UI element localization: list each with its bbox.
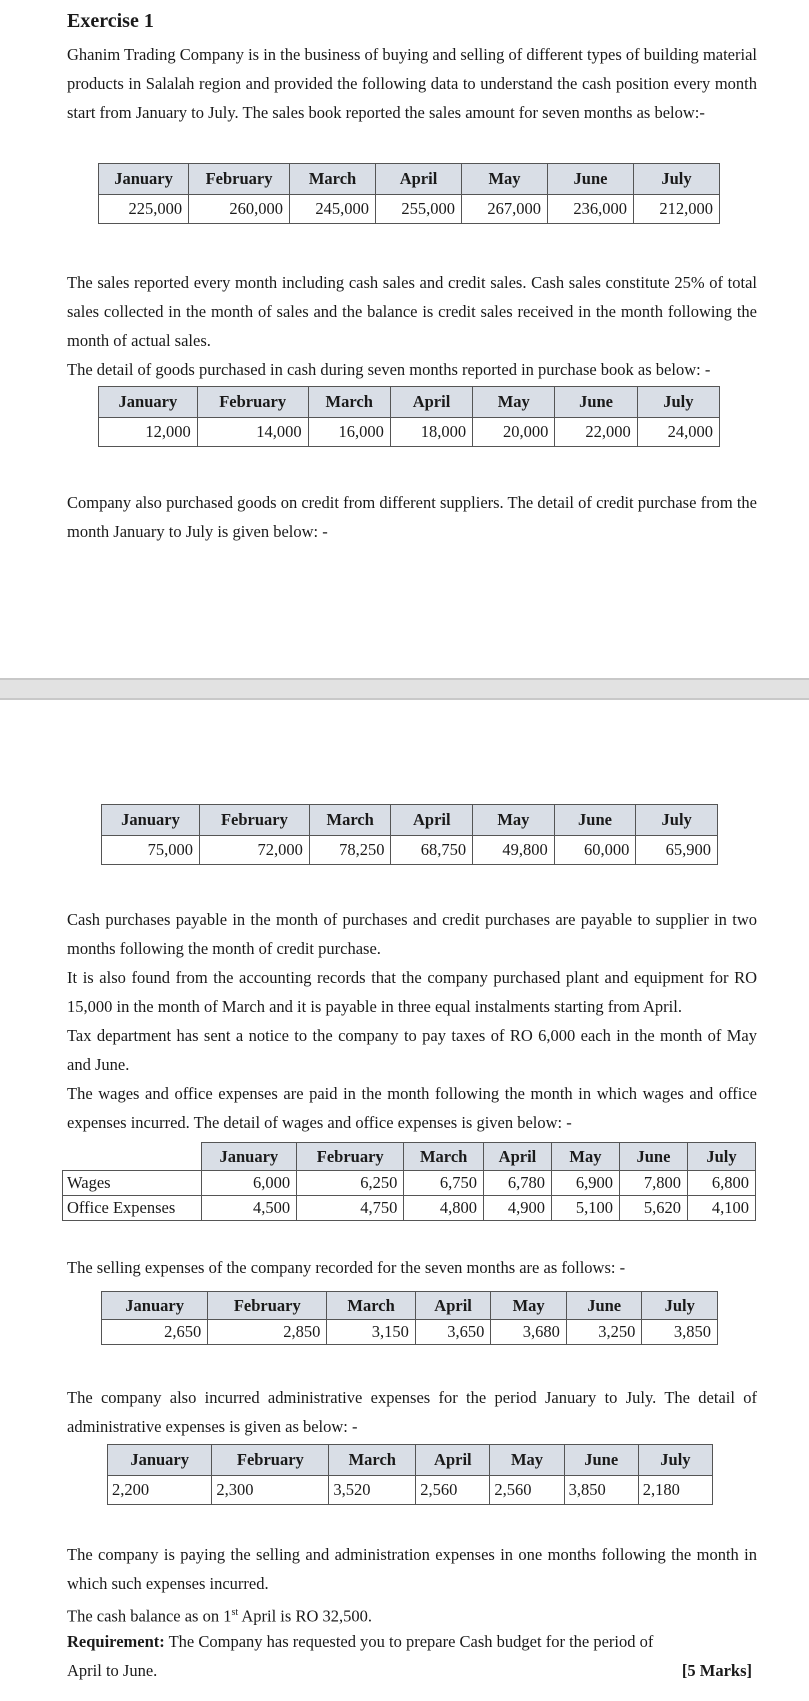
sales-header-row (99, 164, 720, 195)
credit-purchases-header-row (102, 805, 718, 836)
cash-purchase-cell: 16,000 (308, 418, 390, 447)
month-header: April (483, 1143, 551, 1171)
office-expenses-row (63, 1196, 756, 1221)
month-header: March (327, 1292, 415, 1320)
cash-purchase-cell: 20,000 (473, 418, 555, 447)
sales-cell: 267,000 (462, 195, 548, 224)
month-header: February (197, 387, 308, 418)
wages-cell: 6,750 (404, 1171, 484, 1196)
month-header: July (633, 164, 719, 195)
month-header: May (473, 387, 555, 418)
admin-values-row (108, 1476, 713, 1505)
selling-expenses-table (101, 1291, 718, 1345)
month-header: April (415, 1292, 491, 1320)
cash-purchase-cell: 22,000 (555, 418, 637, 447)
wages-header-row (63, 1143, 756, 1171)
wages-cell: 6,780 (483, 1171, 551, 1196)
selling-cell: 3,150 (327, 1320, 415, 1345)
office-expense-cell: 5,100 (551, 1196, 619, 1221)
credit-purchase-cell: 49,800 (473, 836, 555, 865)
admin-cell: 2,200 (108, 1476, 212, 1505)
cash-balance-pre: The cash balance as on 1 (67, 1606, 232, 1626)
credit-purchases-values-row (102, 836, 718, 865)
cash-purchase-cell: 12,000 (99, 418, 198, 447)
admin-expenses-table (107, 1444, 713, 1505)
sales-cell: 236,000 (548, 195, 634, 224)
month-header: June (555, 387, 637, 418)
selling-cell: 3,680 (491, 1320, 567, 1345)
month-header: June (566, 1292, 642, 1320)
payment-terms-paragraph: The company is paying the selling and administration expenses in one months following the month in which such expenses incurred. (67, 1545, 757, 1593)
admin-cell: 2,560 (490, 1476, 564, 1505)
wages-cell: 6,800 (687, 1171, 755, 1196)
month-header: June (564, 1445, 638, 1476)
month-header: February (199, 805, 309, 836)
exercise-title: Exercise 1 (67, 10, 154, 32)
month-header: July (687, 1143, 755, 1171)
month-header: March (308, 387, 390, 418)
month-header: February (189, 164, 290, 195)
month-header: May (551, 1143, 619, 1171)
cash-purchase-intro: The detail of goods purchased in cash during seven months reported in purchase book as below: - (67, 360, 711, 379)
month-header: February (212, 1445, 329, 1476)
admin-cell: 2,560 (416, 1476, 490, 1505)
cash-purchase-cell: 24,000 (637, 418, 719, 447)
sales-terms-paragraph: The sales reported every month including cash sales and credit sales. Cash sales constitute 25% of total sales collected in the month of sales and the balance is credit sales received in the month following the month of actual sales. (67, 273, 757, 350)
admin-cell: 2,180 (638, 1476, 712, 1505)
month-header: January (99, 164, 189, 195)
selling-intro: The selling expenses of the company recorded for the seven months are as follows: - (67, 1258, 626, 1277)
requirement-label: Requirement: (67, 1632, 165, 1651)
selling-cell: 3,650 (415, 1320, 491, 1345)
month-header: January (201, 1143, 297, 1171)
month-header: May (490, 1445, 564, 1476)
requirement-paragraph (67, 1627, 687, 1685)
admin-cell: 3,520 (329, 1476, 416, 1505)
month-header: May (491, 1292, 567, 1320)
cash-balance-sup: st (231, 1607, 239, 1618)
credit-purchases-table (101, 804, 718, 865)
selling-header-row (102, 1292, 718, 1320)
month-header: January (102, 805, 200, 836)
tax-paragraph: Tax department has sent a notice to the company to pay taxes of RO 6,000 each in the month of May and June. (67, 1026, 757, 1074)
row-label: Wages (63, 1171, 202, 1196)
plant-paragraph: It is also found from the accounting records that the company purchased plant and equipment for RO 15,000 in the month of March and it is payable in three equal instalments starting from April. (67, 968, 757, 1016)
sales-table (98, 163, 720, 224)
marks-label: [5 Marks] (681, 1661, 752, 1680)
wages-intro-paragraph: The wages and office expenses are paid in the month following the month in which wages and office expenses incurred. The detail of wages and office expenses is given below: - (67, 1084, 757, 1132)
sales-cell: 212,000 (633, 195, 719, 224)
cash-purchases-table (98, 386, 720, 447)
credit-purchase-cell: 72,000 (199, 836, 309, 865)
month-header: July (636, 805, 718, 836)
month-header: March (290, 164, 376, 195)
month-header: January (108, 1445, 212, 1476)
selling-values-row (102, 1320, 718, 1345)
purchase-terms-paragraph: Cash purchases payable in the month of purchases and credit purchases are payable to supplier in two months following the month of credit purchase. (67, 910, 757, 958)
cash-balance-post: April is RO 32,500. (238, 1606, 372, 1626)
sales-values-row (99, 195, 720, 224)
month-header: April (416, 1445, 490, 1476)
month-header: May (462, 164, 548, 195)
intro-paragraph: Ghanim Trading Company is in the business of buying and selling of different types of building material products in Salalah region and provided the following data to understand the cash position every month start from January to July. The sales book reported the sales amount for seven months as below:- (67, 45, 757, 122)
selling-cell: 2,850 (208, 1320, 327, 1345)
admin-cell: 2,300 (212, 1476, 329, 1505)
admin-cell: 3,850 (564, 1476, 638, 1505)
office-expense-cell: 4,900 (483, 1196, 551, 1221)
office-expense-cell: 4,750 (297, 1196, 404, 1221)
cash-balance-line (67, 1598, 757, 1631)
credit-purchase-cell: 78,250 (309, 836, 391, 865)
month-header: January (99, 387, 198, 418)
wages-row (63, 1171, 756, 1196)
page-bottom (0, 700, 809, 1701)
page-top (0, 0, 809, 678)
page-separator (0, 678, 809, 700)
credit-purchase-cell: 65,900 (636, 836, 718, 865)
month-header: January (102, 1292, 208, 1320)
wages-office-table (62, 1142, 756, 1221)
office-expense-cell: 4,800 (404, 1196, 484, 1221)
sales-cell: 245,000 (290, 195, 376, 224)
wages-cell: 6,250 (297, 1171, 404, 1196)
selling-cell: 3,850 (642, 1320, 718, 1345)
month-header: February (208, 1292, 327, 1320)
wages-cell: 6,000 (201, 1171, 297, 1196)
month-header: June (548, 164, 634, 195)
credit-purchase-cell: 68,750 (391, 836, 473, 865)
month-header: May (473, 805, 555, 836)
month-header: March (404, 1143, 484, 1171)
row-label: Office Expenses (63, 1196, 202, 1221)
month-header: April (391, 805, 473, 836)
credit-purchase-cell: 60,000 (554, 836, 636, 865)
office-expense-cell: 5,620 (619, 1196, 687, 1221)
office-expense-cell: 4,500 (201, 1196, 297, 1221)
sales-cell: 255,000 (376, 195, 462, 224)
month-header: April (390, 387, 472, 418)
month-header: June (554, 805, 636, 836)
month-header: March (309, 805, 391, 836)
credit-purchase-intro: Company also purchased goods on credit from different suppliers. The detail of credit purchase from the month January to July is given below: - (67, 493, 757, 541)
selling-cell: 2,650 (102, 1320, 208, 1345)
cash-purchase-cell: 18,000 (390, 418, 472, 447)
month-header: April (376, 164, 462, 195)
blank-header (63, 1143, 202, 1171)
admin-intro-paragraph: The company also incurred administrative expenses for the period January to July. The detail of administrative expenses is given as below: - (67, 1388, 757, 1436)
selling-cell: 3,250 (566, 1320, 642, 1345)
credit-purchase-cell: 75,000 (102, 836, 200, 865)
office-expense-cell: 4,100 (687, 1196, 755, 1221)
month-header: July (637, 387, 719, 418)
cash-purchases-values-row (99, 418, 720, 447)
sales-cell: 260,000 (189, 195, 290, 224)
requirement-text: The Company has requested you to prepare Cash budget for the period of April to June. (67, 1632, 654, 1680)
sales-cell: 225,000 (99, 195, 189, 224)
month-header: June (619, 1143, 687, 1171)
cash-purchases-header-row (99, 387, 720, 418)
wages-cell: 7,800 (619, 1171, 687, 1196)
month-header: July (638, 1445, 712, 1476)
month-header: March (329, 1445, 416, 1476)
month-header: February (297, 1143, 404, 1171)
wages-cell: 6,900 (551, 1171, 619, 1196)
month-header: July (642, 1292, 718, 1320)
cash-purchase-cell: 14,000 (197, 418, 308, 447)
admin-header-row (108, 1445, 713, 1476)
